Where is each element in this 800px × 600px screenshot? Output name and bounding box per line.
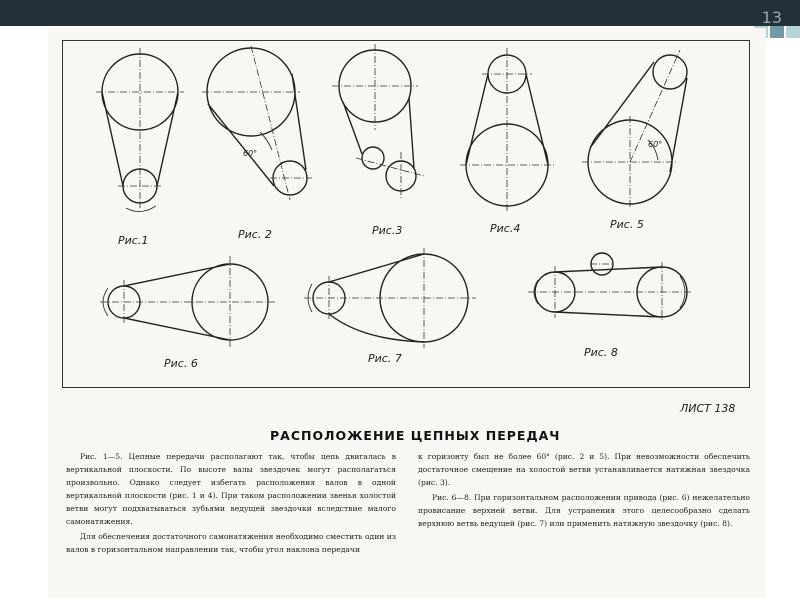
figure-4-drawing bbox=[460, 48, 554, 212]
figure-1-drawing bbox=[96, 48, 184, 212]
figure-caption-8: Рис. 8 bbox=[584, 346, 618, 359]
figure-2-drawing bbox=[202, 46, 312, 200]
figure-caption-4: Рис.4 bbox=[490, 222, 521, 235]
slide-top-bar bbox=[0, 0, 800, 26]
figure-caption-3: Рис.3 bbox=[372, 224, 403, 237]
figure-caption-7: Рис. 7 bbox=[368, 352, 402, 365]
figure-caption-2: Рис. 2 bbox=[238, 228, 272, 241]
angle-label-fig2: 60° bbox=[243, 149, 258, 158]
figure-5-drawing bbox=[582, 50, 687, 208]
figure-caption-6: Рис. 6 bbox=[164, 357, 198, 370]
figure-7-drawing bbox=[304, 248, 476, 348]
page-title: РАСПОЛОЖЕНИЕ ЦЕПНЫХ ПЕРЕДАЧ bbox=[270, 428, 561, 443]
figure-caption-5: Рис. 5 bbox=[610, 218, 644, 231]
paragraph: Рис. 1—5. Цепные передачи располагают так, чтобы цепь двигалась в вертикальной плоскости. По высоте валы звездочек могут располагаться произвольно. Однако следует избегать расположения валов в одной вертикальной плоскости (рис. 1 и 4). При таком расположении звенья холостой ветви могут подхватываться зубьями ведущей звездочки вследствие малого самонатяжения. bbox=[66, 452, 396, 526]
angle-label-fig5: 60° bbox=[648, 140, 663, 149]
paragraph: Рис. 6—8. При горизонтальном расположении привода (рис. 6) нежелательно провисание верхней ветви. Для устранения этого целесообразно сделать верхнюю ветвь ведущей (рис. 7) или применить натяжную звездочку (рис. 8). bbox=[418, 493, 750, 528]
text-column-right bbox=[418, 450, 750, 532]
figure-6-drawing bbox=[100, 256, 276, 348]
figure-3-drawing bbox=[332, 44, 424, 200]
figure-caption-1: Рис.1 bbox=[118, 234, 149, 247]
figure-8-drawing bbox=[528, 253, 692, 322]
slide-number: 13 bbox=[761, 8, 782, 27]
paragraph: Для обеспечения достаточного самонатяжения необходимо сместить один из валов в горизонтальном направлении так, чтобы угол наклона передачи bbox=[66, 532, 396, 554]
chain-drive-drawings bbox=[62, 40, 750, 388]
paragraph: к горизонту был не более 60° (рис. 2 и 5). При невозможности обеспечить достаточное смещение на холостой ветви устанавливается натяжная звездочка (рис. 3). bbox=[418, 452, 750, 487]
text-column-left bbox=[66, 450, 396, 558]
sheet-label: ЛИСТ 138 bbox=[680, 402, 736, 415]
